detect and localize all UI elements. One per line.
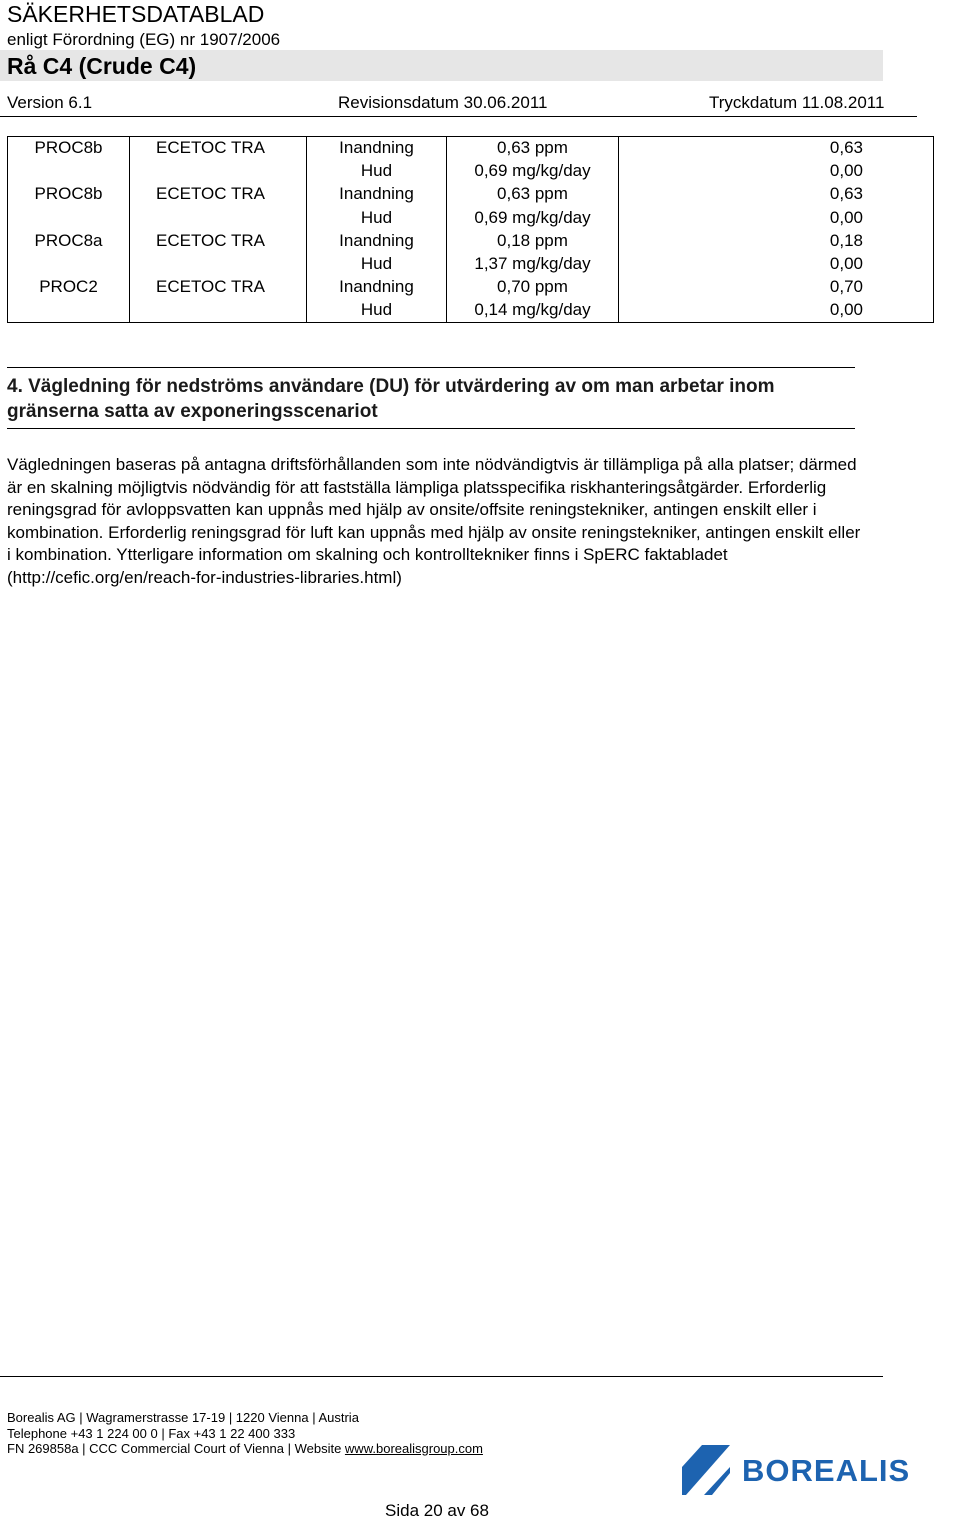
- rcr-cell: 0,00: [619, 252, 934, 275]
- borealis-logo: [682, 1443, 957, 1495]
- method-cell: [130, 160, 307, 183]
- value-cell: 0,14 mg/kg/day: [447, 299, 619, 322]
- method-cell: [130, 252, 307, 275]
- revision-date: Revisionsdatum 30.06.2011: [338, 93, 548, 112]
- footer-address: Borealis AG | Wagramerstrasse 17-19 | 1220 Vienna | Austria: [7, 1410, 359, 1425]
- value-cell: 0,18 ppm: [447, 229, 619, 252]
- proc-cell: PROC8b: [8, 137, 130, 160]
- regulation-subtitle: enligt Förordning (EG) nr 1907/2006: [7, 30, 281, 49]
- borealis-emblem-icon: [682, 1445, 730, 1495]
- method-cell: [130, 299, 307, 322]
- page-number: Sida 20 av 68: [385, 1501, 489, 1520]
- method-cell: ECETOC TRA: [130, 229, 307, 252]
- version-label: Version 6.1: [7, 93, 93, 112]
- table-row: [8, 229, 934, 252]
- rcr-cell: 0,18: [619, 229, 934, 252]
- proc-cell: PROC2: [8, 276, 130, 299]
- section-heading: 4. Vägledning för nedströms användare (DU) för utvärdering av om man arbetar inom gränserna satta av exponeringsscenariot: [7, 376, 775, 422]
- value-cell: 0,69 mg/kg/day: [447, 206, 619, 229]
- route-cell: Inandning: [307, 137, 447, 160]
- method-cell: ECETOC TRA: [130, 183, 307, 206]
- rcr-cell: 0,00: [619, 299, 934, 322]
- value-cell: 0,69 mg/kg/day: [447, 160, 619, 183]
- table-row: [8, 299, 934, 322]
- table-row: [8, 137, 934, 160]
- footer-registry: [7, 1441, 483, 1456]
- section-body-text: Vägledningen baseras på antagna driftsförhållanden som inte nödvändigtvis är tillämpliga på alla platser; därmed är en skalning möjligtvis nödvändig för att fastställa lämpliga platsspecifika riskhanteringsåtgärder. Erforderlig reningsgrad för avloppsvatten kan uppnås med hjälp av onsite/offsite reningstekniker, antingen enskilt eller i kombination. Erforderlig reningsgrad för luft kan uppnås med hjälp av onsite reningstekniker, antingen enskilt eller i kombination. Ytterligare information om skalning och kontrolltekniker finns i SpERC faktabladet (http://cefic.org/en/reach-for-industries-libraries.html): [7, 455, 861, 587]
- route-cell: Hud: [307, 252, 447, 275]
- section-divider-bottom: [7, 428, 855, 429]
- route-cell: Hud: [307, 160, 447, 183]
- route-cell: Inandning: [307, 229, 447, 252]
- footer-registry-text: FN 269858a | CCC Commercial Court of Vienna | Website: [7, 1441, 345, 1456]
- proc-cell: PROC8b: [8, 183, 130, 206]
- route-cell: Hud: [307, 206, 447, 229]
- exposure-table: [7, 136, 934, 323]
- rcr-cell: 0,63: [619, 183, 934, 206]
- value-cell: 0,63 ppm: [447, 137, 619, 160]
- value-cell: 0,70 ppm: [447, 276, 619, 299]
- table-row: [8, 160, 934, 183]
- proc-cell: [8, 252, 130, 275]
- rcr-cell: 0,00: [619, 206, 934, 229]
- method-cell: ECETOC TRA: [130, 276, 307, 299]
- table-row: [8, 276, 934, 299]
- document-title: SÄKERHETSDATABLAD: [7, 1, 265, 27]
- method-cell: ECETOC TRA: [130, 137, 307, 160]
- print-date: Tryckdatum 11.08.2011: [709, 93, 885, 112]
- proc-cell: PROC8a: [8, 229, 130, 252]
- table-row: [8, 252, 934, 275]
- route-cell: Hud: [307, 299, 447, 322]
- product-name-bar: [0, 50, 883, 81]
- proc-cell: [8, 299, 130, 322]
- rcr-cell: 0,00: [619, 160, 934, 183]
- route-cell: Inandning: [307, 183, 447, 206]
- product-name: Rå C4 (Crude C4): [7, 53, 197, 79]
- table-row: [8, 183, 934, 206]
- website-link[interactable]: www.borealisgroup.com: [344, 1441, 483, 1456]
- header-divider: [0, 116, 917, 117]
- table-row: [8, 206, 934, 229]
- proc-cell: [8, 160, 130, 183]
- method-cell: [130, 206, 307, 229]
- rcr-cell: 0,70: [619, 276, 934, 299]
- value-cell: 0,63 ppm: [447, 183, 619, 206]
- route-cell: Inandning: [307, 276, 447, 299]
- rcr-cell: 0,63: [619, 137, 934, 160]
- footer-divider: [0, 1376, 883, 1377]
- section-divider-top: [7, 367, 855, 368]
- value-cell: 1,37 mg/kg/day: [447, 252, 619, 275]
- logo-wordmark: BOREALIS: [742, 1453, 911, 1488]
- proc-cell: [8, 206, 130, 229]
- footer-phone: Telephone +43 1 224 00 0 | Fax +43 1 22 400 333: [7, 1426, 296, 1441]
